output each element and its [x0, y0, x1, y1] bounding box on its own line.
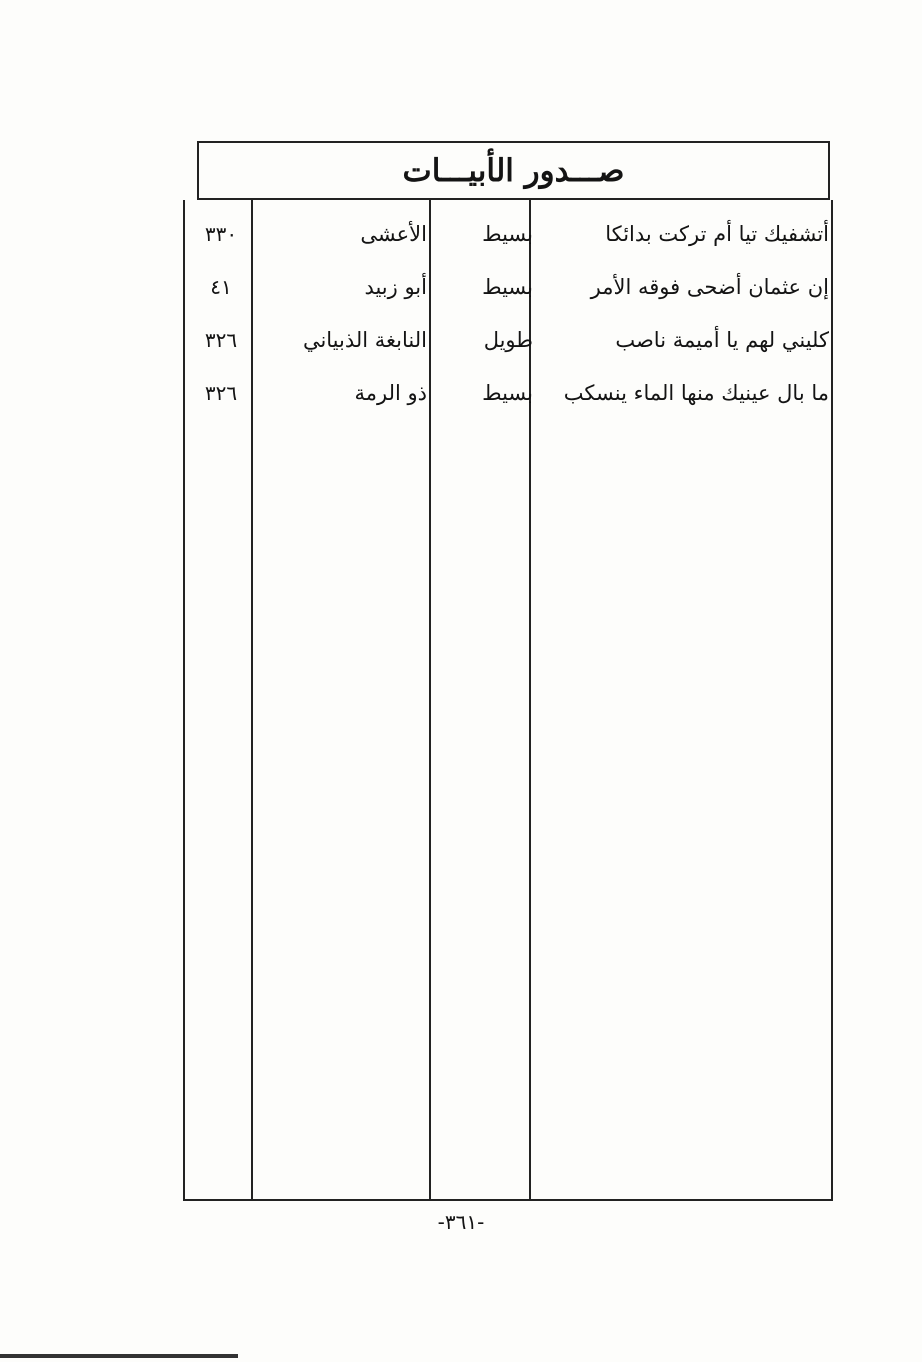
meter-cell: بسيط	[482, 381, 533, 405]
meter-cell: بسيط	[482, 222, 533, 246]
title-box	[197, 141, 830, 200]
meter-cell: بسيط	[482, 275, 533, 299]
page-ref-cell: ٣٢٦	[204, 381, 238, 405]
page-ref-cell: ٤١	[210, 275, 232, 299]
page-title: صـــدور الأبيـــات	[402, 152, 625, 189]
poet-cell: أبو زبيد	[364, 275, 427, 299]
verse-cell: كليني لهم يا أميمة ناصب	[615, 328, 829, 352]
verse-cell: إن عثمان أضحى فوقه الأمر	[590, 275, 829, 299]
meter-cell: طويل	[483, 328, 533, 352]
poet-cell: النابغة الذبياني	[302, 328, 427, 352]
table-row	[185, 267, 835, 307]
page-number: -٣٦١-	[437, 1210, 485, 1234]
scan-edge-mark	[0, 1354, 238, 1358]
table-body	[183, 200, 833, 1201]
table-row	[185, 214, 835, 254]
poet-cell: الأعشى	[360, 222, 427, 246]
verse-cell: ما بال عينيك منها الماء ينسكب	[563, 381, 829, 405]
poet-cell: ذو الرمة	[354, 381, 427, 405]
verse-cell: أتشفيك تيا أم تركت بدائكا	[605, 222, 829, 246]
page-ref-cell: ٣٢٦	[204, 328, 238, 352]
page-ref-cell: ٣٣٠	[204, 222, 238, 246]
index-table	[183, 141, 833, 1201]
table-row	[185, 320, 835, 360]
table-row	[185, 373, 835, 413]
